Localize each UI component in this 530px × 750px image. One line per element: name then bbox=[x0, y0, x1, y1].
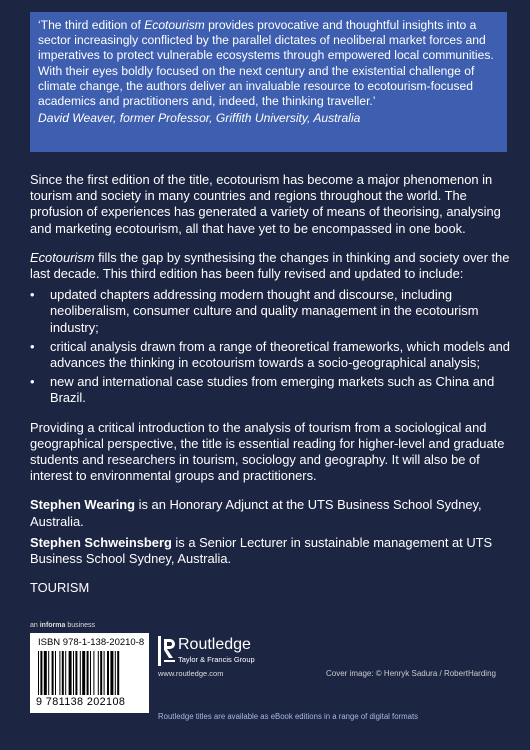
barcode-number: 9 781138 202108 bbox=[36, 696, 126, 708]
publisher-name: Routledge bbox=[178, 636, 251, 653]
subject-category: TOURISM bbox=[30, 580, 90, 596]
isbn-text: ISBN 978-1-138-20210-8 bbox=[38, 637, 145, 648]
quote-text-rest: provides provocative and thoughtful insights into a sector increasingly conflicted by the parallel dictates of neoliberal market forces and imperatives to protect vulnerable ecosystems through empowered local communities. With their eyes boldly focused on the next century and the existential challenge of climate change, the authors deliver an invaluable resource to ecotourism-focused academics and practitioners and, indeed, the thinking traveller.’ bbox=[38, 18, 494, 109]
informa-suffix: business bbox=[65, 622, 95, 629]
informa-prefix: an bbox=[30, 622, 40, 629]
quote-attribution: David Weaver, former Professor, Griffith University, Australia bbox=[38, 111, 361, 126]
author-2-bio bbox=[30, 535, 510, 567]
informa-brand: informa bbox=[39, 622, 66, 629]
blurb-body bbox=[30, 172, 510, 609]
barcode-panel bbox=[30, 633, 149, 713]
blurb-paragraph-1: Since the first edition of the title, ecotourism has become a major phenomenon in tourism and society in many countries and regions throughout the world. The profusion of experiences has generated a variety of means of theorising, analysing and marketing ecotourism, all that have yet to be encompassed in one book. bbox=[30, 172, 501, 236]
ebook-availability-note: Routledge titles are available as eBook editions in a range of digital formats bbox=[158, 712, 419, 721]
quote-text-start: ‘The third edition of bbox=[38, 18, 145, 32]
blurb-paragraph-2-text: fills the gap by synthesising the changes in thinking and society over the last decade. This third edition has been fully revised and updated to include: bbox=[30, 249, 510, 282]
author-1-bio bbox=[30, 497, 510, 529]
author-2-bio-text: is a Senior Lecturer in sustainable management at UTS Business School Sydney, Australia. bbox=[30, 534, 493, 567]
endorsement-quote-box bbox=[30, 12, 507, 152]
book-title-inline: Ecotourism bbox=[30, 249, 95, 265]
feature-item: • critical analysis drawn from a range of theoretical frameworks, which models and advances the thinking in ecotourism towards a socio-geographical analysis; bbox=[30, 339, 510, 371]
blurb-paragraph-3: Providing a critical introduction to the analysis of tourism from a sociological and geographical perspective, the title is essential reading for higher-level and graduate students and researchers in tourism, sociology and geography. It will also be of interest to environmental groups and practitioners. bbox=[30, 419, 505, 484]
author-1-name: Stephen Wearing bbox=[30, 497, 136, 513]
author-1-bio-text: is an Honorary Adjunct at the UTS Business School Sydney, Australia. bbox=[30, 497, 482, 529]
quote-book-title: Ecotourism bbox=[144, 18, 205, 32]
author-2-name: Stephen Schweinsberg bbox=[30, 534, 172, 550]
informa-business-line bbox=[30, 622, 95, 629]
routledge-logo-icon bbox=[158, 636, 178, 666]
publisher-url: www.routledge.com bbox=[158, 669, 224, 678]
feature-item: • new and international case studies from emerging markets such as China and Brazil. bbox=[30, 374, 510, 406]
publisher-group: Taylor & Francis Group bbox=[178, 655, 255, 664]
blurb-paragraph-2 bbox=[30, 250, 510, 282]
barcode-icon bbox=[38, 651, 142, 695]
feature-list bbox=[30, 287, 510, 406]
endorsement-quote bbox=[38, 18, 495, 109]
feature-item: • updated chapters addressing modern thought and discourse, including neoliberalism, consumer culture and quality management in the ecotourism industry; bbox=[30, 287, 510, 336]
cover-image-credit: Cover image: © Henryk Sadura / RobertHarding bbox=[326, 669, 496, 678]
